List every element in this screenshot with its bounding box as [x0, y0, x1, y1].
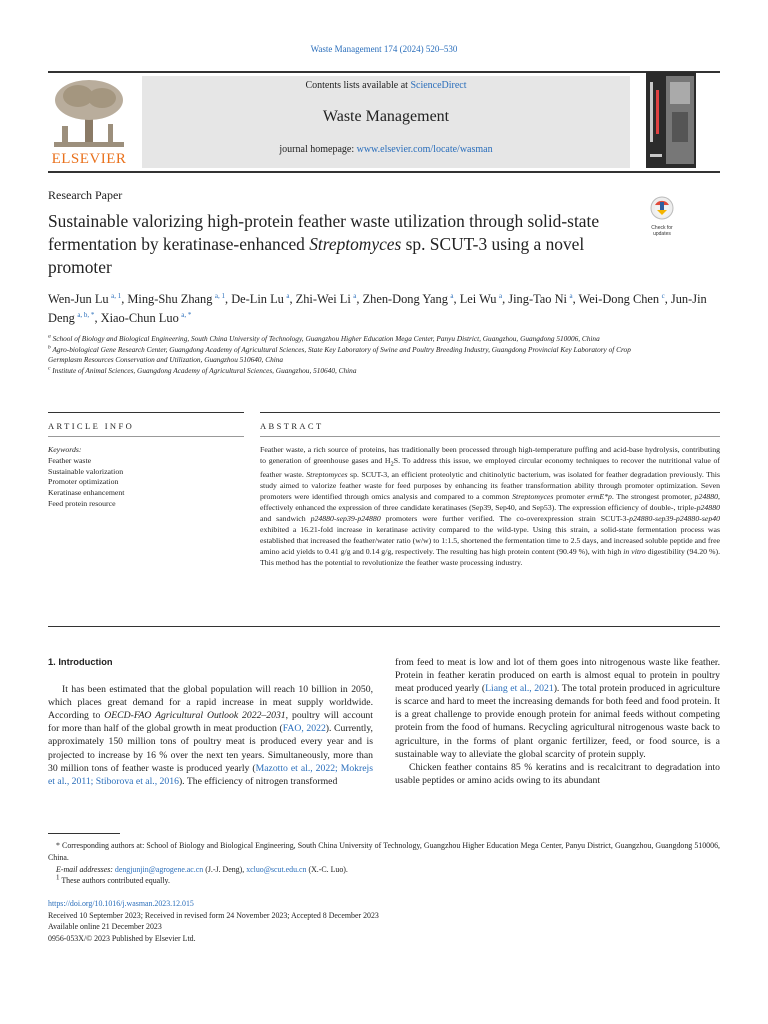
elsevier-logo[interactable]	[48, 76, 130, 168]
email-link[interactable]: dengjunjin@agrogene.ac.cn	[114, 864, 204, 874]
affiliation-text: Institute of Animal Sciences, Guangdong Academy of Agricultural Sciences, Guangzhou, 510640, China	[52, 366, 357, 376]
abstract-bottom-rule	[48, 626, 720, 627]
subscript-2: 2	[390, 460, 394, 468]
abstract-span: , effectively enhanced the expression of three candidate keratinases (Sep39, Sep40, and Sep53). The expression efficiency of double-, triple-	[260, 492, 720, 513]
intro-paragraph: Chicken feather contains 85 % keratins and is recalcitrant to degradation into usable peptides or amino acids owing to its abundant	[395, 761, 720, 786]
abstract-promoter: ermE*p	[587, 492, 612, 502]
affiliation-label: b	[48, 344, 51, 351]
author-affiliation-marker[interactable]: c	[661, 291, 665, 300]
body-span: ). Currently, approximately 150 million tons of poultry meat is produced every year and is projected to increase by 16 % over the next ten years. Simultaneously, more than 30 million tons of feather waste is produced yearly (	[48, 723, 373, 774]
body-span: It has been estimated that the global population will reach 10 billion in 2050, which places great demand for a rapid increase in meat supply worldwide. According to	[48, 684, 373, 722]
check-for-updates-icon	[650, 196, 674, 220]
abstract-text	[260, 445, 720, 569]
abstract-genus: Streptomyces	[512, 492, 554, 502]
author-name: Lei Wu	[459, 292, 497, 306]
author[interactable]	[460, 292, 502, 306]
corresponding-author-note: * Corresponding authors at: School of Biology and Biological Engineering, South China University of Technology, Guangzhou Higher Education Mega Center, Panyu District, Guangzhou, Guangdong 510006, China.	[48, 841, 720, 862]
keywords-label: Keywords:	[48, 445, 82, 454]
author-name: Wei-Dong Chen	[578, 292, 660, 306]
keyword: Sustainable valorization	[48, 466, 124, 476]
abstract-promoter: p24880	[694, 492, 719, 502]
copyright: 0956-053X/© 2023 Published by Elsevier Ltd.	[48, 933, 196, 943]
author-affiliation-marker[interactable]: a, 1	[214, 291, 226, 300]
title-part-2: sp. SCUT-3 using a novel promoter	[48, 234, 585, 277]
affiliation-label: a	[48, 333, 51, 340]
citation-link[interactable]: Liang et al., 2021	[485, 683, 554, 695]
abstract-span: sp. SCUT-3, an efficient proteolytic and chitinolytic bacterium, was isolated for feather degradation previously. This study aimed to valorize feather waste for feed purposes by enhancing its feather transformation ability through promoter optimization. Seven promoters were identified through omics analysis and compared to a common	[260, 470, 720, 502]
homepage-line	[142, 144, 630, 155]
check-updates-line-1: Check for	[651, 225, 673, 231]
abstract-span: and sandwich	[260, 513, 311, 523]
intro-paragraph-continued	[395, 656, 720, 761]
author[interactable]	[296, 292, 357, 306]
elsevier-tree-icon	[48, 76, 130, 150]
author-affiliation-marker[interactable]: a	[286, 291, 290, 300]
body-span: ). The efficiency of nitrogen transformed	[178, 775, 338, 787]
email-note	[48, 864, 720, 876]
equal-contribution-text: These authors contributed equally.	[59, 876, 170, 886]
author-name: Wen-Jun Lu	[48, 292, 109, 306]
keywords-block	[48, 445, 244, 510]
keyword: Keratinase enhancement	[48, 488, 125, 498]
author-name: Zhi-Wei Li	[295, 292, 351, 306]
journal-cover-art-icon	[646, 72, 696, 168]
author[interactable]	[231, 292, 289, 306]
author-affiliation-marker[interactable]: a	[569, 291, 573, 300]
keyword: Feed protein resource	[48, 498, 116, 508]
abstract-top-rule	[260, 412, 720, 413]
title-part-1: Sustainable valorizing high-protein feather waste utilization through solid-state fermentation by keratinase-enhanced	[48, 211, 600, 254]
equal-contribution-note	[48, 875, 720, 887]
author-name: Jing-Tao Ni	[508, 292, 567, 306]
affiliation-label: c	[48, 365, 51, 372]
title-genus: Streptomyces	[309, 234, 402, 254]
abstract-span: digestibility (94.20 %). This method has the potential to revolutionize the feather waste processing industry.	[260, 546, 721, 567]
author[interactable]	[363, 292, 454, 306]
homepage-prefix: journal homepage:	[279, 144, 357, 155]
author[interactable]	[101, 311, 192, 325]
author-affiliation-marker[interactable]: a	[353, 291, 357, 300]
author-affiliation-marker[interactable]: a, *	[181, 310, 192, 319]
author-name: Ming-Shu Zhang	[127, 292, 213, 306]
article-info-heading: ARTICLE INFO	[48, 421, 135, 431]
journal-cover-icon[interactable]	[646, 72, 696, 168]
citation-link[interactable]: Mazotto et al., 2022; Mokrejs et al., 2011; Stiborova et al., 2016	[48, 762, 373, 787]
report-title: OECD-FAO Agricultural Outlook 2022–2031	[104, 710, 286, 722]
abstract-strain: p24880-sep39-p24880-sep40	[629, 513, 721, 523]
affiliation-b	[48, 345, 638, 366]
affiliation-a	[48, 334, 638, 345]
author-name: Jun-Jin Deng	[48, 292, 707, 325]
affiliation-text: School of Biology and Biological Engineering, South China University of Technology, Guangzhou Higher Education Mega Center, Panyu District, Guangzhou, Guangdong 510006, China	[52, 334, 600, 343]
keyword: Promoter optimization	[48, 477, 119, 487]
keyword: Feather waste	[48, 455, 92, 465]
email-label: E-mail addresses:	[56, 864, 113, 874]
footnote-rule	[48, 833, 120, 834]
author[interactable]	[579, 292, 665, 306]
author-name: Xiao-Chun Luo	[100, 311, 179, 325]
check-for-updates-badge[interactable]	[644, 196, 680, 237]
abstract-span: Feather waste, a rich source of proteins, has traditionally been processed through high-temperature puffing and acid-base hydrolysis, contributing to generation of greenhouse gases and H	[260, 445, 720, 465]
check-updates-line-2: updates	[653, 231, 671, 237]
email-owner: (J.-J. Deng),	[203, 864, 247, 874]
article-type: Research Paper	[48, 188, 123, 202]
author-affiliation-marker[interactable]: a	[498, 291, 503, 300]
doi-link[interactable]: https://doi.org/10.1016/j.wasman.2023.12.015	[48, 899, 194, 908]
abstract-heading: ABSTRACT	[260, 421, 324, 431]
email-owner: (X.-C. Luo).	[306, 864, 348, 874]
author-name: De-Lin Lu	[231, 292, 284, 306]
citation-link[interactable]: FAO, 2022	[282, 723, 326, 735]
abstract-promoter: p24880	[696, 503, 720, 513]
body-span: , poultry will account for more than half of the global growth in meat production (	[48, 710, 373, 735]
author-name: Zhen-Dong Yang	[362, 292, 448, 306]
abstract-heading-rule	[260, 436, 720, 437]
contents-line	[142, 80, 630, 91]
abstract-in-vitro: in vitro	[623, 546, 646, 556]
article-info-top-rule	[48, 412, 244, 413]
body-span: ). The total protein produced in agriculture is scarce and hard to meet the increasing demands for both feed and food protein. It is a great challenge to provide enough protein for animal feeds without competing protein from the food of humans. Recycling agricultural nitrogenous waste back to agriculture, in the forms of plant organic fertilizer, feed, or food source, is a sustainable way to alleviate the global scarcity of protein supply.	[395, 683, 720, 760]
article-title	[48, 210, 628, 279]
author-list: Wen-Jun Lu $^{a, 1}$, Ming-Shu Zhang $^{a, 1}$, De-Lin Lu $^a$, Zhi-Wei Li $^a$, Zhen-Dong Yang $^a$, Lei Wu $^a$, Jing-Tao Ni $^a$, Wei-Dong Chen $^c$, Jun-Jin Deng $^{a, b, *}$, Xiao-Chun Luo $^{a, *}$	[48, 291, 707, 325]
intro-paragraph	[48, 683, 373, 788]
email-link[interactable]: xcluo@scut.edu.cn	[246, 864, 307, 874]
author-affiliation-marker[interactable]: a, 1	[111, 291, 122, 300]
footnote-mark: 1	[56, 873, 60, 882]
abstract-promoter: p24880-sep39-p24880	[310, 513, 381, 523]
affiliation-c	[48, 366, 638, 377]
header-top-rule	[48, 71, 720, 73]
sciencedirect-link[interactable]: ScienceDirect	[410, 80, 467, 91]
abstract-span: S. To address this issue, we employed circular economy techniques to recover the nutritional value of feather waste.	[260, 455, 720, 480]
abstract-genus: Streptomyces	[306, 470, 348, 480]
article-info-heading-rule	[48, 436, 244, 437]
journal-masthead	[142, 76, 630, 168]
contents-prefix: Contents lists available at	[305, 80, 411, 91]
author[interactable]	[127, 292, 225, 306]
affiliation-text: Agro-biological Gene Research Center, Guangdong Academy of Agricultural Sciences, State Key Laboratory of Swine and Poultry Breeding Industry, Guangdong Provincial Key Laboratory of Crop Germplasm Resources Conservation and Utilization, Guangzhou 510640, China	[48, 344, 631, 365]
abstract-span: exhibited a 16.21-fold increase in keratinase activity compared to the wild-type. Using this strain, a solid-state fermentation process was established that increased the feather/water ratio (w/w) to 1:1.5, shortened the fermentation time to 2.5 days, and increased soluble peptide and free amino acid yields to 0.41 g/g and 0.14 g/g, respectively. The resulting has high protein content (90.49 %), with high	[260, 524, 720, 556]
abstract-span: promoters were further verified. The co-overexpression strain SCUT-3-	[380, 513, 630, 523]
publication-info	[48, 898, 720, 944]
available-online: Available online 21 December 2023	[48, 922, 162, 931]
section-heading: 1. Introduction	[48, 657, 113, 667]
abstract-span: promoter	[553, 492, 588, 502]
author[interactable]	[508, 292, 572, 306]
homepage-link[interactable]: www.elsevier.com/locate/wasman	[356, 144, 493, 155]
elsevier-wordmark: ELSEVIER	[51, 151, 127, 167]
received-dates: Received 10 September 2023; Received in revised form 24 November 2023; Accepted 8 December 2023	[48, 910, 379, 920]
footnotes	[48, 840, 720, 887]
abstract-span: . The strongest promoter,	[611, 492, 695, 502]
affiliations	[48, 334, 638, 377]
author-affiliation-marker[interactable]: a, b, *	[77, 310, 95, 319]
body-column-left	[48, 656, 373, 788]
author-affiliation-marker[interactable]: a	[450, 291, 454, 300]
author[interactable]	[48, 292, 121, 306]
body-column-right	[395, 656, 720, 787]
journal-reference[interactable]: Waste Management 174 (2024) 520–530	[310, 44, 458, 54]
journal-title: Waste Management	[322, 108, 450, 125]
body-span: from feed to meat is low and lot of them goes into nitrogenous waste like feather. Protein in feather keratin produced on earth is almost equal to protein in poultry meat produced yearly (	[395, 657, 720, 695]
header-bottom-rule	[48, 171, 720, 173]
